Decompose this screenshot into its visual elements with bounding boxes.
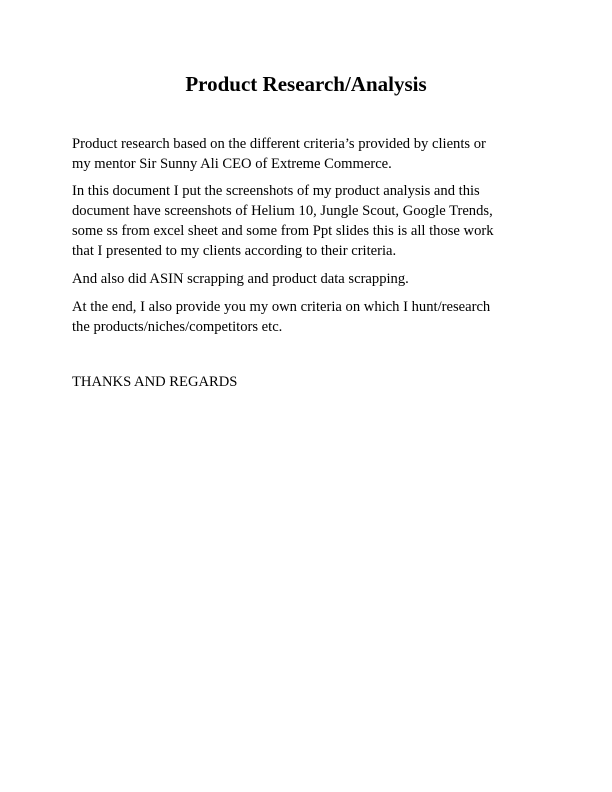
text-line: some ss from excel sheet and some from Ppt slides this is all those work xyxy=(72,223,494,239)
document-title: Product Research/Analysis xyxy=(185,72,427,96)
paragraph-asin-scrapping xyxy=(72,269,552,289)
text-line: Product research based on the different criteria’s provided by clients or xyxy=(72,136,486,152)
text-line: my mentor Sir Sunny Ali CEO of Extreme Commerce. xyxy=(72,156,392,172)
closing-text: THANKS AND REGARDS xyxy=(72,374,238,390)
text-line: At the end, I also provide you my own criteria on which I hunt/research xyxy=(72,299,491,315)
paragraph-intro xyxy=(72,134,552,174)
text-line: In this document I put the screenshots of my product analysis and this xyxy=(72,183,480,199)
text-line: document have screenshots of Helium 10, Jungle Scout, Google Trends, xyxy=(72,203,493,219)
text-line: that I presented to my clients according to their criteria. xyxy=(72,243,397,259)
paragraph-own-criteria xyxy=(72,297,552,337)
text-line: And also did ASIN scrapping and product data scrapping. xyxy=(72,271,409,287)
paragraph-document-contents xyxy=(72,181,552,261)
text-line: the products/niches/competitors etc. xyxy=(72,319,283,335)
